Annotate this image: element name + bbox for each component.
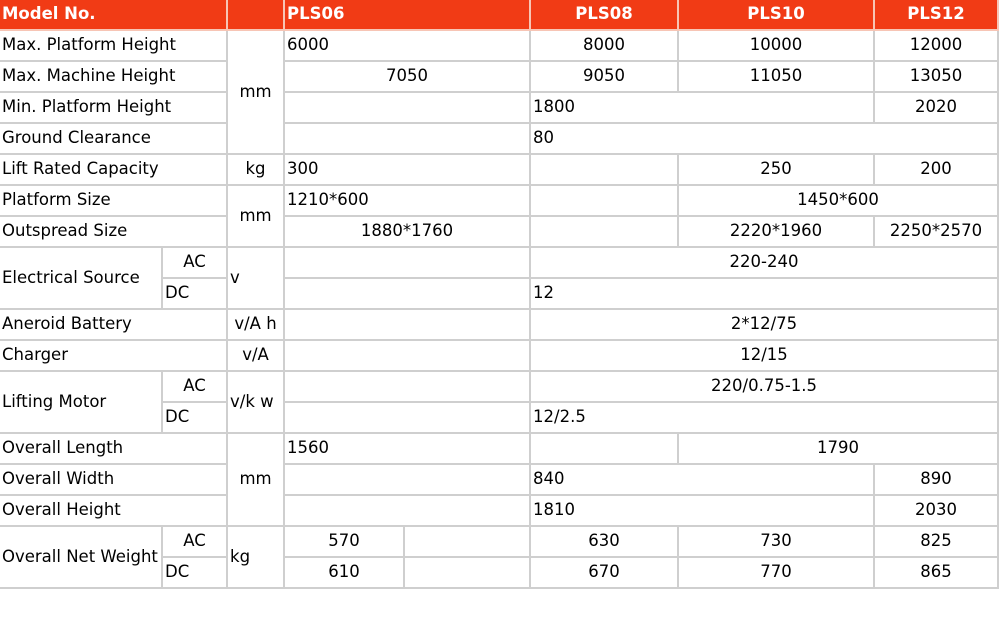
table-row (0, 124, 999, 155)
empty-cell (285, 496, 531, 527)
row-label: Lift Rated Capacity (0, 155, 228, 186)
table-row (0, 31, 999, 62)
table-row (0, 527, 999, 558)
value-cell: 770 (679, 558, 875, 589)
value-cell: 11050 (679, 62, 875, 93)
value-cell: 840 (531, 465, 875, 496)
model-pls12: PLS12 (875, 0, 999, 31)
model-pls06: PLS06 (285, 0, 531, 31)
unit-cell: v/A h (228, 310, 285, 341)
empty-cell (285, 372, 531, 403)
empty-cell (531, 155, 679, 186)
table-row (0, 155, 999, 186)
row-label: Overall Width (0, 465, 228, 496)
value-cell: 730 (679, 527, 875, 558)
value-cell: 12000 (875, 31, 999, 62)
empty-cell (285, 341, 531, 372)
table-row (0, 248, 999, 279)
unit-cell: kg (228, 527, 285, 589)
empty-cell (285, 93, 531, 124)
unit-cell: v (228, 248, 285, 310)
value-cell: 890 (875, 465, 999, 496)
current-ac: AC (163, 248, 228, 279)
row-label: Overall Net Weight (0, 527, 163, 589)
value-cell: 2030 (875, 496, 999, 527)
model-no-label: Model No. (0, 0, 228, 31)
current-dc: DC (163, 558, 228, 589)
unit-cell: mm (228, 31, 285, 155)
header-spacer (228, 0, 285, 31)
model-pls08: PLS08 (531, 0, 679, 31)
value-cell: 12 (531, 279, 999, 310)
table-row (0, 217, 999, 248)
row-label: Lifting Motor (0, 372, 163, 434)
row-label: Ground Clearance (0, 124, 228, 155)
table-row (0, 341, 999, 372)
row-label: Electrical Source (0, 248, 163, 310)
table-row (0, 93, 999, 124)
value-cell: 1560 (285, 434, 531, 465)
value-cell: 670 (531, 558, 679, 589)
table-row (0, 186, 999, 217)
value-cell: 825 (875, 527, 999, 558)
value-cell: 610 (285, 558, 405, 589)
empty-cell (285, 403, 531, 434)
table-row (0, 372, 999, 403)
value-cell: 1800 (531, 93, 875, 124)
current-dc: DC (163, 403, 228, 434)
row-label: Aneroid Battery (0, 310, 228, 341)
row-label: Overall Height (0, 496, 228, 527)
value-cell: 630 (531, 527, 679, 558)
table-row (0, 62, 999, 93)
value-cell: 9050 (531, 62, 679, 93)
value-cell: 1790 (679, 434, 999, 465)
value-cell: 6000 (285, 31, 531, 62)
unit-cell: v/k w (228, 372, 285, 434)
table-row (0, 434, 999, 465)
current-ac: AC (163, 372, 228, 403)
row-label: Platform Size (0, 186, 228, 217)
empty-cell (285, 465, 531, 496)
value-cell: 8000 (531, 31, 679, 62)
value-cell: 1880*1760 (285, 217, 531, 248)
empty-cell (531, 434, 679, 465)
value-cell: 1210*600 (285, 186, 531, 217)
empty-cell (531, 217, 679, 248)
value-cell: 80 (531, 124, 999, 155)
empty-cell (285, 124, 531, 155)
empty-cell (285, 310, 531, 341)
empty-cell (531, 186, 679, 217)
table-row (0, 310, 999, 341)
row-label: Charger (0, 341, 228, 372)
unit-cell: mm (228, 434, 285, 527)
unit-cell: mm (228, 186, 285, 248)
value-cell: 1810 (531, 496, 875, 527)
table-row (0, 465, 999, 496)
value-cell: 200 (875, 155, 999, 186)
value-cell: 220/0.75-1.5 (531, 372, 999, 403)
value-cell: 250 (679, 155, 875, 186)
row-label: Overall Length (0, 434, 228, 465)
value-cell: 865 (875, 558, 999, 589)
value-cell: 10000 (679, 31, 875, 62)
unit-cell: kg (228, 155, 285, 186)
value-cell: 1450*600 (679, 186, 999, 217)
empty-cell (285, 248, 531, 279)
current-ac: AC (163, 527, 228, 558)
current-dc: DC (163, 279, 228, 310)
value-cell: 2020 (875, 93, 999, 124)
model-pls10: PLS10 (679, 0, 875, 31)
value-cell: 2*12/75 (531, 310, 999, 341)
value-cell: 7050 (285, 62, 531, 93)
value-cell: 12/2.5 (531, 403, 999, 434)
unit-cell: v/A (228, 341, 285, 372)
value-cell: 12/15 (531, 341, 999, 372)
value-cell: 300 (285, 155, 531, 186)
value-cell: 2220*1960 (679, 217, 875, 248)
empty-cell (405, 558, 531, 589)
value-cell: 570 (285, 527, 405, 558)
value-cell: 13050 (875, 62, 999, 93)
row-label: Max. Platform Height (0, 31, 228, 62)
empty-cell (405, 527, 531, 558)
row-label: Outspread Size (0, 217, 228, 248)
value-cell: 220-240 (531, 248, 999, 279)
value-cell: 2250*2570 (875, 217, 999, 248)
row-label: Max. Machine Height (0, 62, 228, 93)
row-label: Min. Platform Height (0, 93, 228, 124)
empty-cell (285, 279, 531, 310)
table-row (0, 496, 999, 527)
header-row (0, 0, 999, 31)
